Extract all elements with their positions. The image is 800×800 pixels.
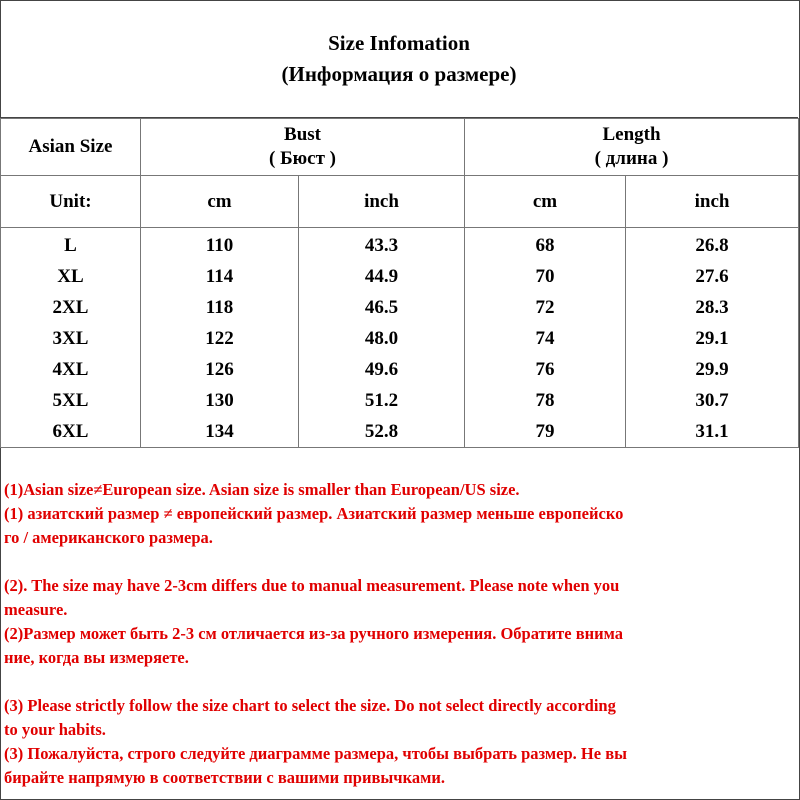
bust-inch-cell: 51.2 — [299, 385, 465, 416]
note-3-english-line-2: to your habits. — [4, 720, 106, 739]
asian-size-header: Asian Size — [1, 119, 141, 176]
size-cell: XL — [1, 261, 141, 292]
size-rows — [1, 228, 799, 448]
length-inch-cell: 28.3 — [626, 292, 799, 323]
bust-cm-cell: 110 — [141, 228, 299, 262]
size-cell: 6XL — [1, 416, 141, 448]
notes-block — [4, 478, 796, 790]
note-2-russian-line-2: ние, когда вы измеряете. — [4, 648, 189, 667]
size-cell: 3XL — [1, 323, 141, 354]
bust-inch-cell: 48.0 — [299, 323, 465, 354]
size-table — [0, 118, 799, 448]
table-row — [1, 354, 799, 385]
bust-cm-cell: 130 — [141, 385, 299, 416]
note-3-russian-line-1: (3) Пожалуйста, строго следуйте диаграмме размера, чтобы выбрать размер. Не вы — [4, 744, 627, 763]
length-inch-cell: 27.6 — [626, 261, 799, 292]
table-row — [1, 416, 799, 448]
note-2-russian-line-1: (2)Размер может быть 2-3 см отличается из-за ручного измерения. Обратите внима — [4, 624, 624, 643]
title-russian: (Информация о размере) — [281, 61, 517, 86]
unit-label: Unit: — [1, 176, 141, 228]
bust-inch-cell: 44.9 — [299, 261, 465, 292]
length-cm-cell: 79 — [465, 416, 626, 448]
title-block — [0, 0, 798, 118]
table-row — [1, 323, 799, 354]
note-3-english-line-1: (3) Please strictly follow the size chart to select the size. Do not select directly according — [4, 696, 616, 715]
bust-inch-cell: 43.3 — [299, 228, 465, 262]
bust-inch-cell: 49.6 — [299, 354, 465, 385]
table-row — [1, 261, 799, 292]
bust-inch-cell: 52.8 — [299, 416, 465, 448]
length-cm-cell: 78 — [465, 385, 626, 416]
length-cm-cell: 76 — [465, 354, 626, 385]
bust-inch-cell: 46.5 — [299, 292, 465, 323]
size-cell: 5XL — [1, 385, 141, 416]
length-header-english: Length — [602, 124, 661, 145]
length-inch-cell: 31.1 — [626, 416, 799, 448]
length-header — [465, 119, 799, 176]
length-cm-cell: 74 — [465, 323, 626, 354]
note-2-english-line-1: (2). The size may have 2-3cm differs due to manual measurement. Please note when you — [4, 576, 620, 595]
size-cell: 4XL — [1, 354, 141, 385]
note-1-english: (1)Asian size≠European size. Asian size is smaller than European/US size. — [4, 480, 520, 499]
length-cm-cell: 68 — [465, 228, 626, 262]
bust-header-russian: ( Бюст ) — [269, 148, 337, 169]
note-3-russian-line-2: бирайте напрямую в соответствии с вашими привычками. — [4, 768, 445, 787]
note-1-russian-line-1: (1) азиатский размер ≠ европейский размер. Азиатский размер меньше европейско — [4, 504, 624, 523]
header-row — [1, 119, 799, 176]
table-row — [1, 385, 799, 416]
size-cell: L — [1, 228, 141, 262]
length-inch-cell: 29.1 — [626, 323, 799, 354]
bust-cm-cell: 122 — [141, 323, 299, 354]
bust-cm-cell: 114 — [141, 261, 299, 292]
bust-inch-header: inch — [299, 176, 465, 228]
length-cm-cell: 70 — [465, 261, 626, 292]
bust-cm-cell: 126 — [141, 354, 299, 385]
size-cell: 2XL — [1, 292, 141, 323]
unit-row — [1, 176, 799, 228]
length-cm-cell: 72 — [465, 292, 626, 323]
length-cm-header: cm — [465, 176, 626, 228]
note-1-russian-line-2: го / американского размера. — [4, 528, 213, 547]
bust-cm-cell: 134 — [141, 416, 299, 448]
length-header-russian: ( длина ) — [594, 148, 669, 169]
title-english: Size Infomation — [328, 30, 470, 55]
bust-cm-cell: 118 — [141, 292, 299, 323]
length-inch-cell: 29.9 — [626, 354, 799, 385]
table-row — [1, 228, 799, 262]
note-2-english-line-2: measure. — [4, 600, 68, 619]
bust-cm-header: cm — [141, 176, 299, 228]
length-inch-cell: 30.7 — [626, 385, 799, 416]
bust-header — [141, 119, 465, 176]
bust-header-english: Bust — [284, 124, 321, 145]
table-row — [1, 292, 799, 323]
length-inch-cell: 26.8 — [626, 228, 799, 262]
length-inch-header: inch — [626, 176, 799, 228]
